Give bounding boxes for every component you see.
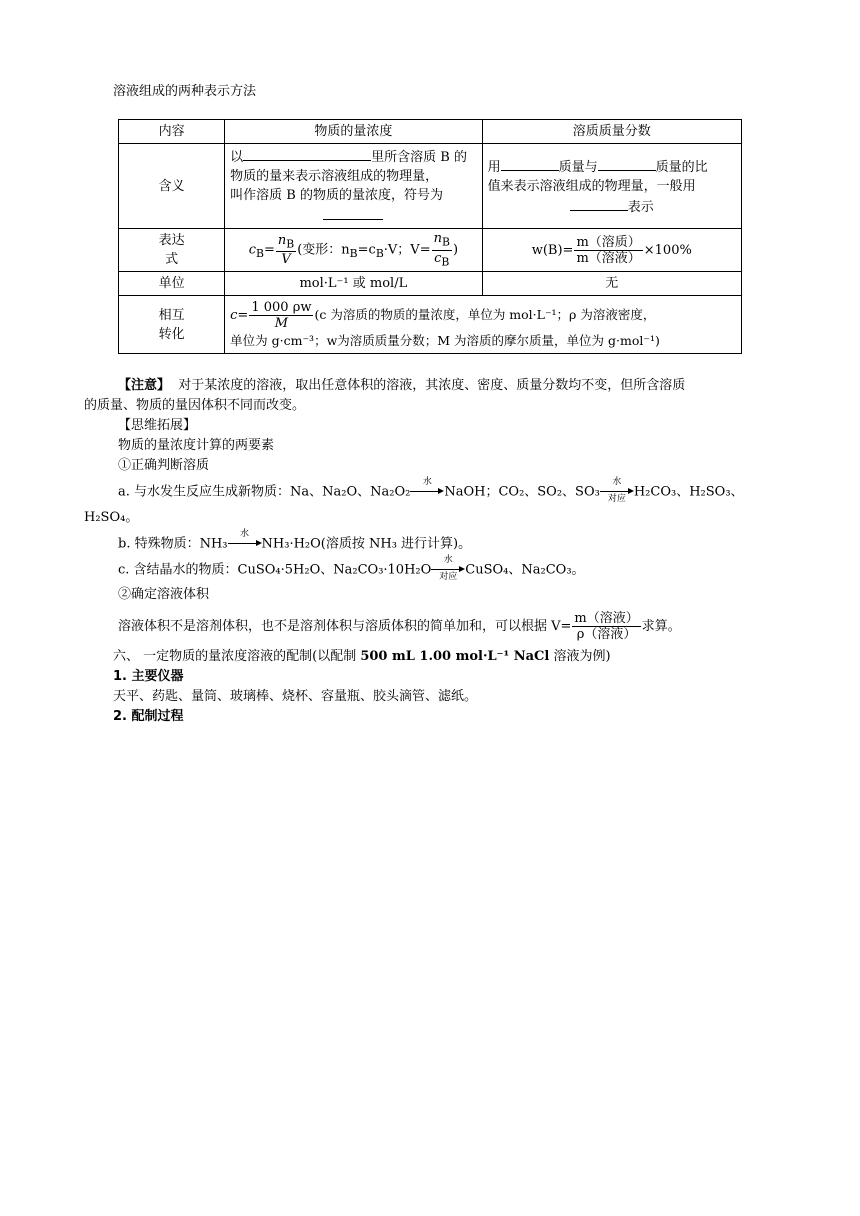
fill-blank [323,205,383,220]
row-label-expression: 表达 式 [119,229,225,272]
expression-molar-formula: $c_B=$ $\frac{n_B}{V}$ (变形：$n_B=c_B\cdot V$；V= $\frac{n_B}{c_B}$ ) [225,229,482,272]
expand-title: 物质的量浓度计算的两要素 [118,438,275,453]
row-label-unit: 单位 [119,272,225,296]
item-c: c. 含结晶水的物质：CuSO₄·5H₂O、Na₂CO₃·10H₂O 水 对应 CuSO₄、Na₂CO₃。 [118,555,585,582]
expand-label: 【思维拓展】 [118,418,197,433]
note-line-1: 【注意】 对于某浓度的溶液，取出任意体积的溶液，其浓度、密度、质量分数均不变，但所含溶质 [118,378,686,393]
fraction: $\frac{n_B}{V}$ [277,232,295,268]
fill-blank [570,196,628,211]
expression-fraction-formula: w(B)= $\frac{\text{m（溶质）}}{\text{m（溶液）}}$ ×100% [482,229,741,272]
fill-blank [598,156,656,171]
table-row-conversion [119,296,742,354]
fraction: $\frac{n_B}{c_B}$ [433,231,450,269]
volume-text: 溶液体积不是溶剂体积，也不是溶剂体积与溶质体积的简单加和，可以根据 V= $\frac{\text{m（溶液）}}{\text{ρ（溶液）}}$ 求算。 [118,611,681,642]
reaction-arrow: 水 对应 [600,483,634,501]
item-b: b. 特殊物质：NH₃ 水 NH₃·H₂O(溶质按 NH₃ 进行计算)。 [118,529,472,552]
fraction: $\frac{\text{m（溶液）}}{\text{ρ（溶液）}}$ [574,611,639,642]
instrument-list: 天平、药匙、量筒、玻璃棒、烧杯、容量瓶、胶头滴管、滤纸。 [113,689,478,704]
section-6-title: 六、 一定物质的量浓度溶液的配制(以配制 500 mL 1.00 mol·L⁻¹ NaCl 溶液为例) [113,649,611,664]
unit-molar: mol·L⁻¹ 或 mol/L [225,272,482,296]
row-label-conversion: 相互 转化 [119,296,225,354]
reaction-arrow: 水 [410,483,444,501]
header-molar-concentration: 物质的量浓度 [225,120,482,144]
item-a-cont: H₂SO₄。 [84,510,139,525]
fraction: $\frac{\text{m（溶质）}}{\text{m（溶液）}}$ [576,234,641,266]
meaning-fraction-cell: 用 质量与 质量的比 值来表示溶液组成的物理量，一般用 表示 [482,144,741,229]
reaction-arrow: 水 对应 [431,561,465,579]
point-1: ①正确判断溶质 [118,458,210,473]
conversion-cell: c= $\frac{1 000 \rho w}{M}$ (c 为溶质的物质的量浓度，单位为 mol·L⁻¹；ρ 为溶液密度， 单位为 g·cm⁻³；w为溶质质量分数；M 为溶质的摩尔质量，单位为 g·mol⁻¹) [225,296,742,354]
meaning-molar-cell: 以 里所含溶质 B 的 物质的量来表示溶液组成的物理量， 叫作溶质 B 的物质的量浓度，符号为 [225,144,482,229]
header-mass-fraction: 溶质质量分数 [482,120,741,144]
note-label: 【注意】 [118,378,171,393]
unit-fraction: 无 [482,272,741,296]
point-2: ②确定溶液体积 [118,587,210,602]
concentration-table [118,119,742,354]
fraction: $\frac{1 000 \rho w}{M}$ [251,299,312,331]
item-a: a. 与水发生反应生成新物质：Na、Na₂O、Na₂O₂ 水 NaOH；CO₂、SO₂、SO₃ 水 对应 H₂CO₃、H₂SO₃、 [118,477,744,504]
section-heading: 溶液组成的两种表示方法 [113,84,257,99]
subsection-1-title: 1. 主要仪器 [113,669,184,684]
note-line-2: 的质量、物质的量因体积不同而改变。 [84,398,306,413]
row-label-meaning: 含义 [119,144,225,229]
table-header-row [119,120,742,144]
fill-blank [501,156,559,171]
fill-blank [243,146,371,161]
subsection-2-title: 2. 配制过程 [113,709,184,724]
header-content: 内容 [119,120,225,144]
table-row-expression [119,229,742,272]
table-row-unit [119,272,742,296]
table-row-meaning [119,144,742,229]
reaction-arrow: 水 [228,535,262,553]
